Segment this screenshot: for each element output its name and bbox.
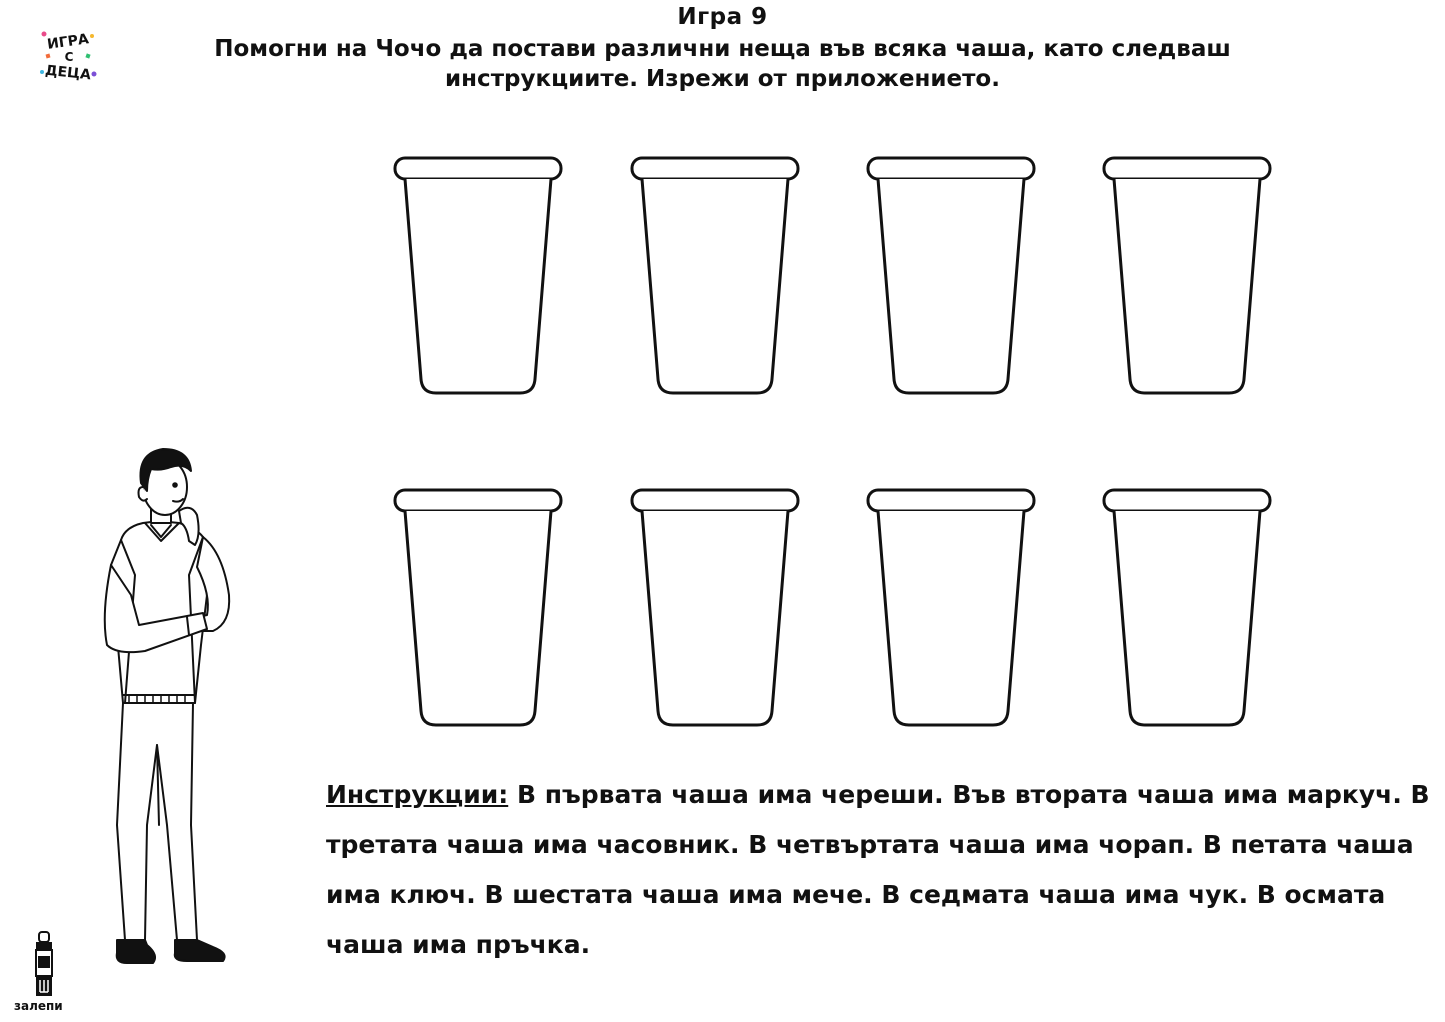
cup-2 — [630, 155, 800, 395]
cup-1 — [393, 155, 563, 395]
cup-6 — [630, 487, 800, 727]
page-subtitle: Помогни на Чочо да постави различни неща във всяка чаша, като следваш инструкциите. Изрежи от приложението. — [214, 36, 1231, 92]
page-title: Игра 9 — [677, 4, 768, 30]
igra-s-deca-logo — [36, 24, 100, 88]
logo-line3: ДЕЦА — [44, 62, 92, 84]
logo-line2: С — [64, 50, 74, 64]
cup-3 — [866, 155, 1036, 395]
instructions-label: Инструкции: — [326, 780, 509, 809]
cup-5 — [393, 487, 563, 727]
glue-label: залепи — [14, 999, 63, 1013]
cup-4 — [1102, 155, 1272, 395]
cup-8 — [1102, 487, 1272, 727]
instructions-text — [326, 770, 1431, 970]
cup-7 — [866, 487, 1036, 727]
glue-stick-icon — [30, 930, 58, 1000]
logo-line1: ИГРА — [46, 31, 90, 53]
thinking-person-illustration — [95, 445, 255, 970]
instructions-body: В първата чаша има череши. Във втората чаша има маркуч. В третата чаша има часовник. В четвъртата чаша има чорап. В петата чаша има ключ. В шестата чаша има мече. В седмата чаша има чук. В осмата чаша има пръчка. — [326, 780, 1430, 959]
